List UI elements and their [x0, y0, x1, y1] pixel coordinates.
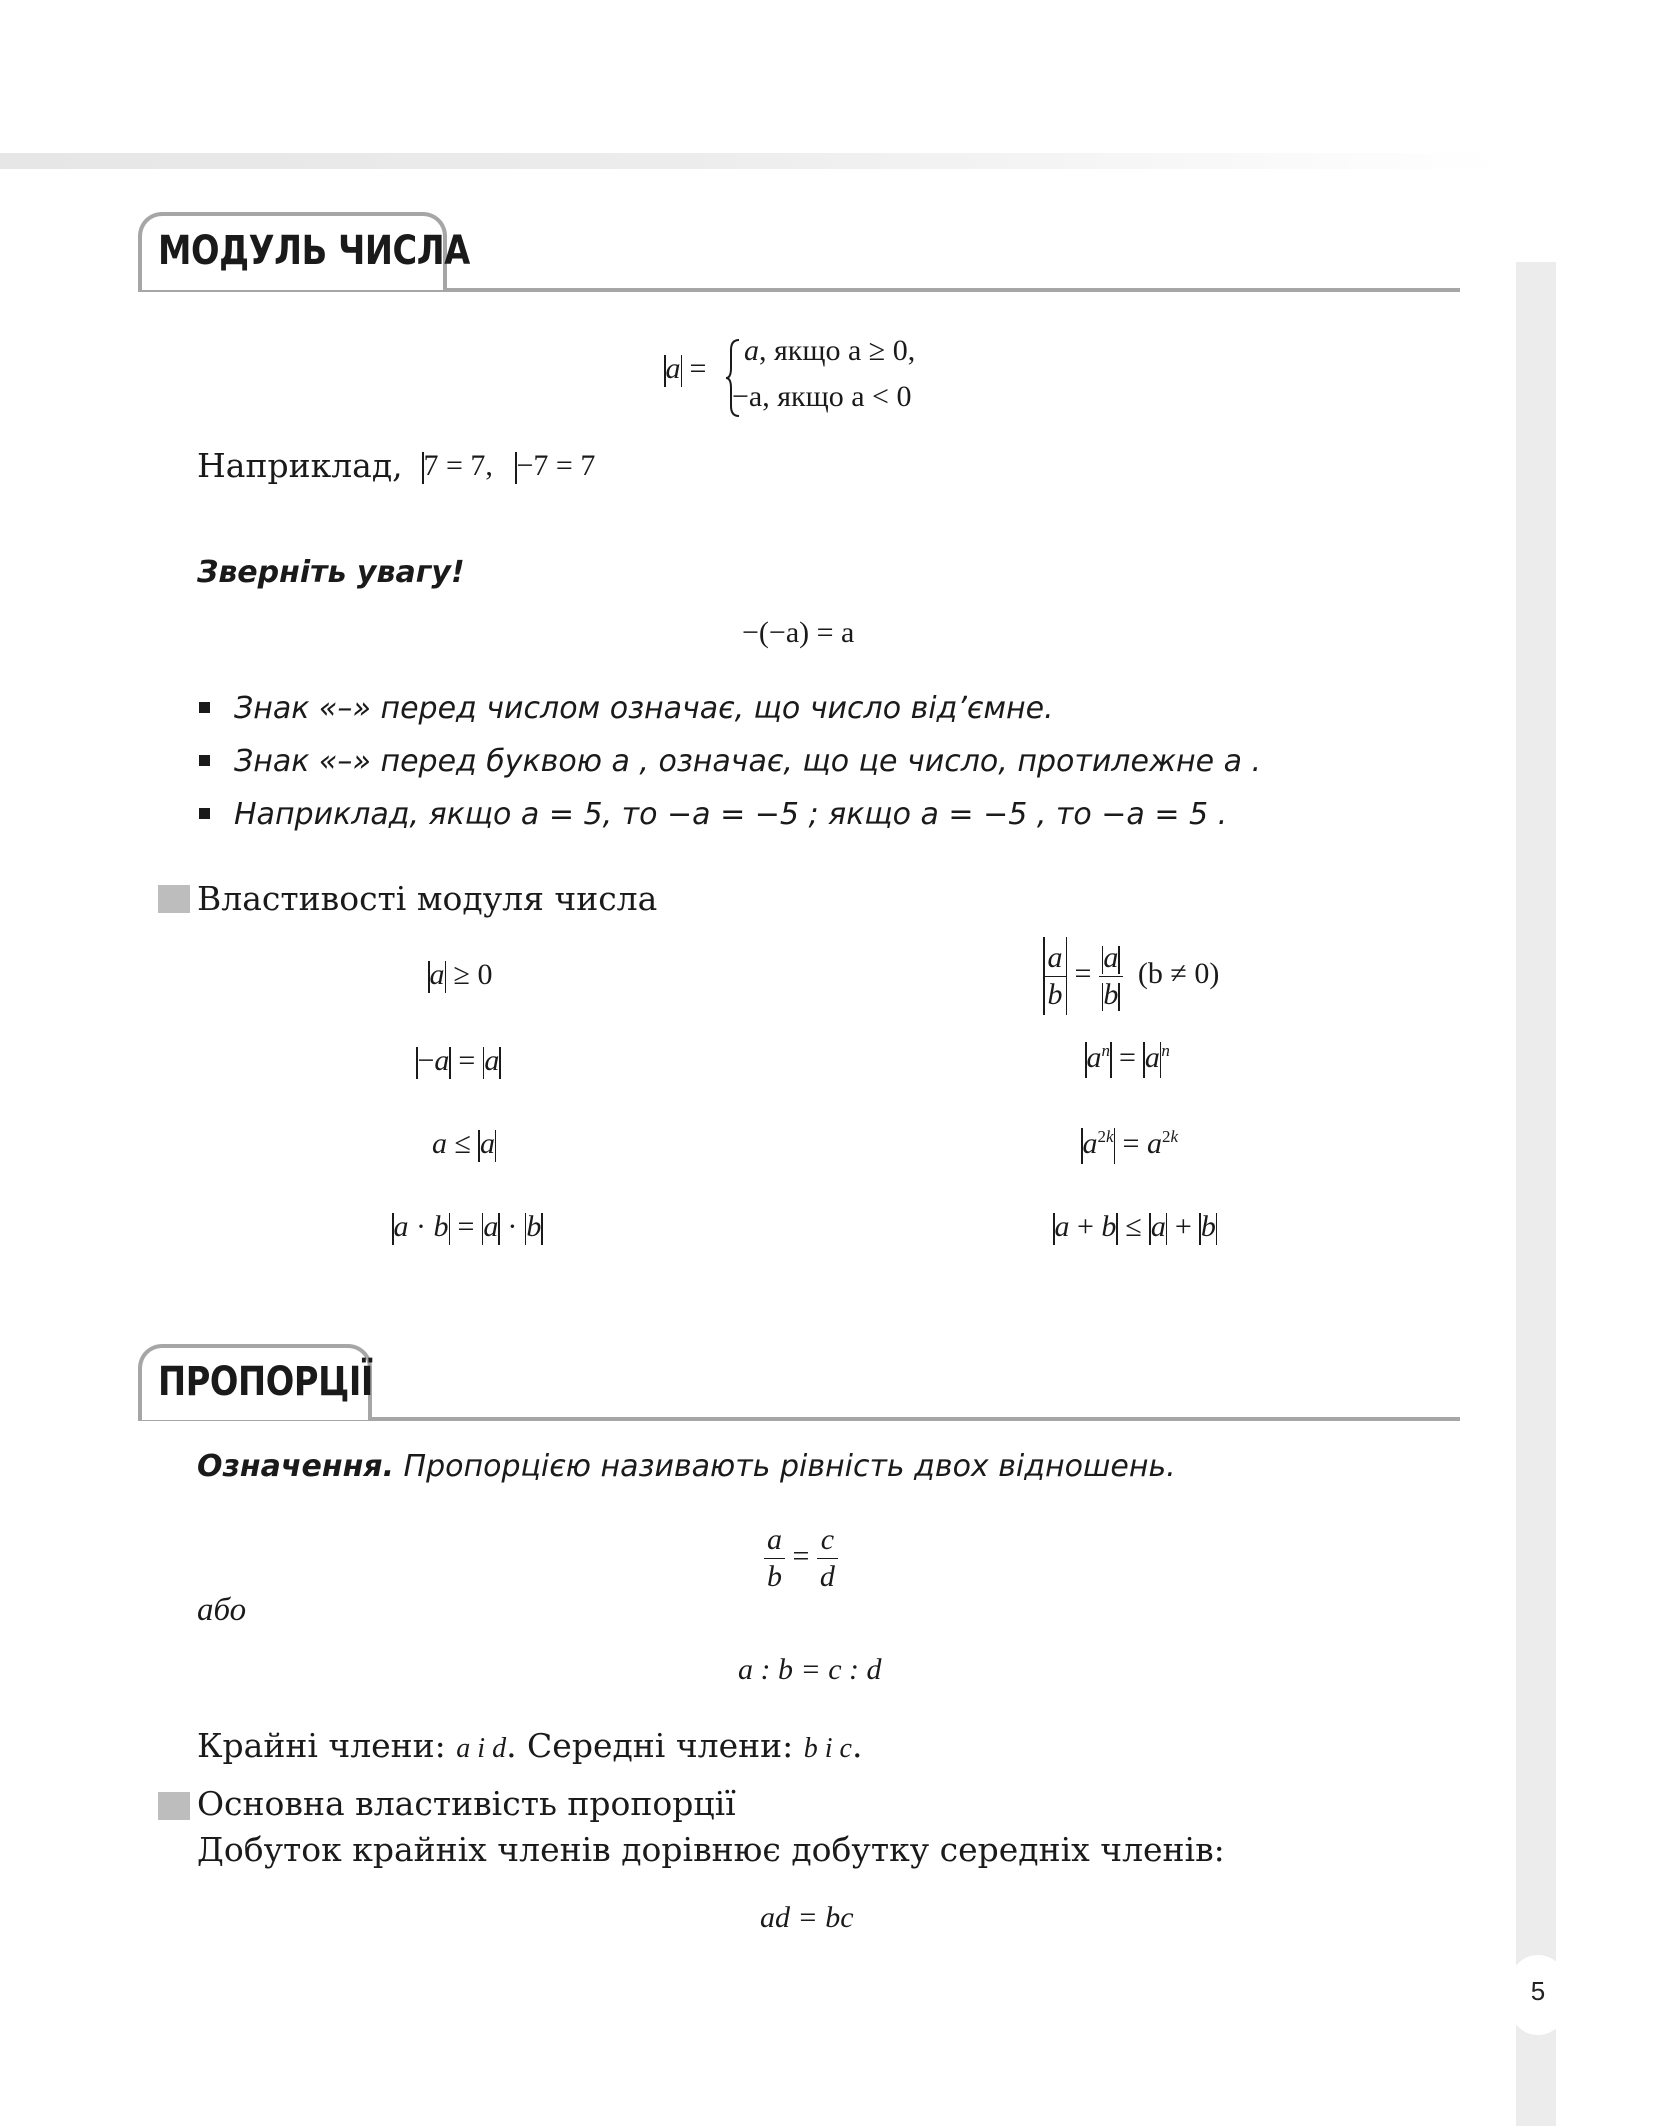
page-number: 5 — [1530, 1976, 1546, 2006]
proportion-definition: Означення. Пропорцією називають рівність двох відношень. — [197, 1449, 1176, 1484]
proportion-property-text: Добуток крайніх членів дорівнює добутку середніх членів: — [197, 1830, 1225, 1869]
header-band — [0, 153, 1500, 169]
heading-marker — [158, 1792, 190, 1820]
modulus-definition-lhs: a = — [664, 352, 706, 387]
proportion-ratio-form: a : b = c : d — [738, 1653, 882, 1686]
bullet-marker — [199, 755, 210, 766]
property-quotient: $\frac{a}{b}$ = $\frac{a}{b}$ (b ≠ 0) — [1043, 937, 1219, 1015]
property-bound: a ≤ a — [432, 1127, 496, 1162]
double-negation-formula: −(−a) = a — [742, 616, 855, 649]
terms-line: Крайні члени: a і d. Середні члени: b і c. — [197, 1726, 863, 1765]
heading-marker — [158, 885, 190, 913]
proportion-property-formula: ad = bc — [760, 1901, 854, 1934]
or-label: або — [197, 1592, 247, 1628]
bullet-marker — [199, 702, 210, 713]
bullet-item: Наприклад, якщо a = 5, то −a = −5 ; якщо a = −5 , то −a = 5 . — [234, 797, 1228, 832]
side-margin-strip — [1516, 262, 1556, 2126]
example-label: Наприклад, — [197, 446, 403, 485]
proportion-fraction-form: $\frac{a}{b}$ = $\frac{c}{d}$ — [764, 1522, 838, 1595]
property-even-power: $a^{2k} = a^{2k}$ — [1081, 1127, 1178, 1164]
proportion-property-heading: Основна властивість пропорції — [197, 1784, 736, 1823]
section-title-modulus: МОДУЛЬ ЧИСЛА — [158, 228, 470, 274]
bullet-marker — [199, 808, 210, 819]
property-triangle-inequality: a + b ≤ a + b — [1053, 1210, 1217, 1245]
example-modulus-positive: 7 = 7, — [422, 449, 493, 484]
property-product: a · b = a · b — [392, 1210, 543, 1245]
properties-heading: Властивості модуля числа — [197, 879, 658, 918]
property-opposite: −a = a — [416, 1044, 501, 1079]
property-power: $a^n = a^n$ — [1085, 1041, 1170, 1078]
attention-note: Зверніть увагу! — [197, 555, 465, 590]
property-nonnegative: a ≥ 0 — [428, 958, 492, 993]
section-title-proportions: ПРОПОРЦІЇ — [158, 1359, 374, 1405]
bullet-item: Знак «–» перед числом означає, що число від’ємне. — [234, 691, 1054, 726]
modulus-case-negative: −a, якщо a < 0 — [732, 380, 912, 413]
bullet-item: Знак «–» перед буквою a , означає, що це число, протилежне a . — [234, 744, 1262, 779]
modulus-case-positive: a, якщо a ≥ 0, — [744, 334, 916, 367]
example-modulus-negative: −7 = 7 — [515, 449, 595, 484]
